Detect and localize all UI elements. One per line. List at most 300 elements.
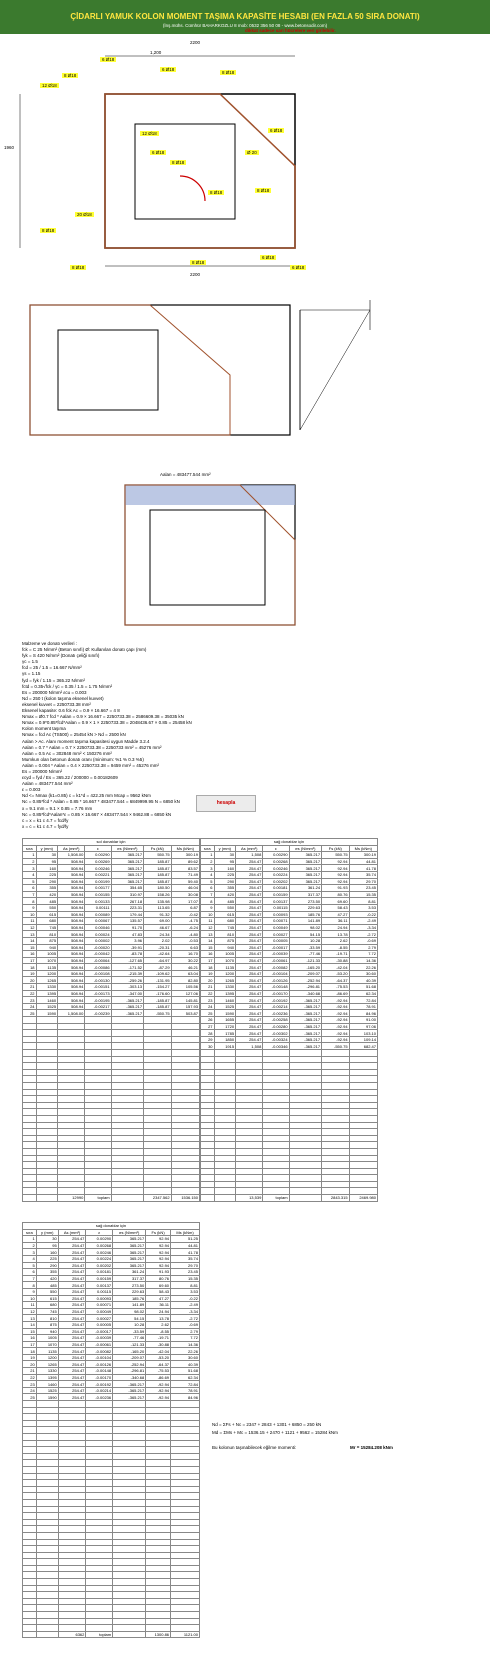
table-cell: -0.00195: [85, 997, 111, 1004]
table-row: [23, 1069, 200, 1076]
table-cell: 0.00049: [86, 1308, 113, 1315]
table-cell: 0.00159: [263, 891, 289, 898]
bar-label[interactable]: 8 Ø18: [222, 70, 235, 75]
table-cell: [113, 1427, 146, 1434]
table-cell: 254.47: [236, 918, 263, 925]
table-cell: 745: [36, 1308, 58, 1315]
table-cell: [36, 1023, 58, 1030]
table-cell: 72.84: [171, 1381, 200, 1388]
table-cell: 1265: [36, 977, 58, 984]
table-cell: [322, 1076, 350, 1083]
table-cell: [171, 1076, 199, 1083]
table-cell: 91.93: [146, 1269, 171, 1276]
table-cell: -365.217: [113, 1387, 146, 1394]
table-cell: -109.62: [144, 970, 172, 977]
table-row: [23, 1605, 200, 1612]
table-cell: [86, 1499, 113, 1506]
table-cell: [58, 1513, 86, 1520]
table-cell: [58, 1082, 85, 1089]
table-cell: 11: [23, 918, 37, 925]
table-cell: 420: [36, 1275, 58, 1282]
table-cell: [144, 1076, 172, 1083]
calc-line: ε = 0.003: [22, 787, 41, 793]
table-cell: [36, 1135, 58, 1142]
table-cell: 254.47: [236, 984, 263, 991]
table-cell: [113, 1480, 146, 1487]
table-cell: [23, 1168, 37, 1175]
table-cell: 254.47: [236, 885, 263, 892]
table-cell: [85, 1023, 111, 1030]
axial-area-label: Aalan = 483477.544 mm²: [160, 472, 211, 477]
table-row: [23, 1255, 200, 1262]
table-cell: 508.94: [58, 951, 85, 958]
table-cell: [201, 1148, 215, 1155]
table-cell: [349, 1056, 377, 1063]
table-cell: [263, 1148, 289, 1155]
table-cell: [58, 1162, 85, 1169]
table-cell: [263, 1188, 289, 1195]
table-cell: [36, 1625, 58, 1632]
table-cell: [214, 1109, 236, 1116]
table-cell: [214, 1063, 236, 1070]
table-row: [23, 904, 200, 911]
table-cell: 3.96: [111, 937, 143, 944]
table-cell: 2: [23, 858, 37, 865]
table-cell: [201, 1175, 215, 1182]
table-cell: 0.00093: [263, 911, 289, 918]
table-cell: 17: [23, 957, 37, 964]
table-cell: [171, 1466, 200, 1473]
table-cell: [146, 1559, 171, 1566]
table-row: [201, 918, 378, 925]
bar-label[interactable]: 6 Ø18: [270, 128, 283, 133]
table-cell: 15: [201, 944, 215, 951]
table-row: [201, 891, 378, 898]
table-cell: [171, 1030, 199, 1037]
table-row: [23, 858, 200, 865]
table-cell: [58, 1129, 85, 1136]
table-cell: [36, 1532, 58, 1539]
table-cell: [86, 1493, 113, 1500]
table-cell: -0.00039: [263, 951, 289, 958]
table-row: [201, 1115, 378, 1122]
table-cell: 254.47: [58, 1387, 86, 1394]
table-cell: 24: [23, 1387, 37, 1394]
table-cell: [171, 1572, 200, 1579]
table-cell: 179.44: [111, 911, 143, 918]
table-row: [23, 1262, 200, 1269]
table-cell: [85, 1082, 111, 1089]
table-cell: [113, 1579, 146, 1586]
table-cell: [113, 1414, 146, 1421]
table-cell: [85, 1036, 111, 1043]
table-cell: [23, 1056, 37, 1063]
table-cell: [23, 1539, 37, 1546]
table-cell: 12: [201, 924, 215, 931]
table-cell: [85, 1168, 111, 1175]
calc-line: x = 9.1 mm = 9.1 × 0.85 = 7.76 mm: [22, 805, 93, 811]
table-row: [201, 1030, 378, 1037]
table-cell: [111, 1148, 143, 1155]
table-cell: [23, 1414, 37, 1421]
table-row: [23, 1089, 200, 1096]
table-cell: [214, 1155, 236, 1162]
table-cell: 24: [201, 1003, 215, 1010]
table-cell: [201, 1096, 215, 1103]
table-cell: [171, 1129, 199, 1136]
table-cell: 254.47: [236, 1017, 263, 1024]
bar-label[interactable]: 12 Ø18: [142, 131, 157, 136]
calc-line: γc = 1.5: [22, 659, 38, 665]
bar-label[interactable]: 8 Ø18: [42, 228, 55, 233]
table-cell: [171, 1565, 200, 1572]
table-cell: [146, 1618, 171, 1625]
table-cell: 365.217: [113, 1262, 146, 1269]
table-cell: 290: [214, 878, 236, 885]
table-cell: [289, 1102, 321, 1109]
table-cell: [349, 1109, 377, 1116]
table-cell: 8: [23, 898, 37, 905]
table-cell: [289, 1135, 321, 1142]
table-cell: 10: [23, 911, 37, 918]
table-cell: 185.87: [144, 858, 172, 865]
table-cell: 290: [36, 1262, 58, 1269]
table-row: [201, 911, 378, 918]
table-row: [201, 970, 378, 977]
table-cell: -53.20: [322, 970, 350, 977]
table-cell: [23, 1499, 37, 1506]
table-cell: 58.43: [322, 904, 350, 911]
table-cell: [58, 1440, 86, 1447]
table-cell: 254.47: [58, 1328, 86, 1335]
summary-line-1: Nd = ΣFs + Nc = 2347 + 2843 + 1301 + 6850 = 250 kN: [212, 1422, 322, 1427]
table-cell: [146, 1427, 171, 1434]
table-cell: [113, 1434, 146, 1441]
table-cell: [236, 1162, 263, 1169]
table-cell: [263, 1069, 289, 1076]
table-cell: [144, 1175, 172, 1182]
table-cell: [171, 1434, 200, 1441]
table-cell: 254.47: [58, 1275, 86, 1282]
table-cell: [171, 1043, 199, 1050]
table-cell: 361.24: [113, 1269, 146, 1276]
table-cell: [36, 1168, 58, 1175]
table-cell: [144, 1148, 172, 1155]
table-cell: [23, 1598, 37, 1605]
calc-line: Aalan = 0.7 * Aalan = 0.7 × 2250733.38 = 2250733 mm² = 45276 mm²: [22, 744, 162, 750]
table-cell: [36, 1473, 58, 1480]
table-cell: [85, 1030, 111, 1037]
table-row: [23, 1493, 200, 1500]
table-cell: 16: [23, 1335, 37, 1342]
table-cell: [111, 1129, 143, 1136]
table-cell: 30: [214, 852, 236, 859]
table-cell: 141.89: [289, 918, 321, 925]
table-cell: [113, 1473, 146, 1480]
table-cell: 229.63: [289, 904, 321, 911]
table-cell: -0.00192: [263, 997, 289, 1004]
table-cell: 1200: [214, 970, 236, 977]
table-cell: 180.50: [144, 885, 172, 892]
right-rebar-table: [200, 838, 378, 1202]
table-cell: [144, 1056, 172, 1063]
table-row: [23, 1129, 200, 1136]
bar-label[interactable]: 8 Ø18: [192, 260, 205, 265]
table-cell: -0.00061: [86, 1341, 113, 1348]
table-cell: [23, 1135, 37, 1142]
table-cell: [236, 1109, 263, 1116]
bottom-rebar-table: [22, 1222, 200, 1638]
table-row: [201, 937, 378, 944]
table-cell: [86, 1473, 113, 1480]
table-cell: 26: [201, 1017, 215, 1024]
table-cell: 0.00027: [263, 931, 289, 938]
table-cell: [113, 1612, 146, 1619]
table-cell: [58, 1135, 85, 1142]
table-cell: [111, 1195, 143, 1202]
table-cell: -39.91: [111, 944, 143, 951]
table-cell: [171, 1618, 200, 1625]
table-row: [23, 1552, 200, 1559]
table-cell: 20: [23, 1361, 37, 1368]
table-cell: 3: [23, 1249, 37, 1256]
table-cell: 9: [23, 1288, 37, 1295]
table-cell: [144, 1102, 172, 1109]
table-cell: [36, 1056, 58, 1063]
table-cell: [58, 1096, 85, 1103]
table-cell: 0.00269: [85, 858, 111, 865]
table-cell: [201, 1122, 215, 1129]
calculate-button[interactable]: hesapla: [196, 795, 256, 812]
bar-label[interactable]: Ø 20: [247, 150, 257, 155]
table-cell: [146, 1546, 171, 1553]
table-cell: -0.00039: [86, 1335, 113, 1342]
table-row: [23, 924, 200, 931]
table-cell: 113.65: [144, 904, 172, 911]
table-cell: -365.217: [111, 1010, 143, 1017]
table-cell: [36, 1506, 58, 1513]
table-cell: 550: [36, 904, 58, 911]
table-row: [23, 1115, 200, 1122]
table-cell: -131.95: [144, 977, 172, 984]
table-cell: [36, 1030, 58, 1037]
table-cell: 95: [36, 1242, 58, 1249]
table-cell: -4.75: [171, 918, 199, 925]
table-cell: [58, 1427, 86, 1434]
table-cell: -8.55: [146, 1328, 171, 1335]
bar-label[interactable]: 12 Ø18: [42, 83, 57, 88]
table-cell: [36, 1559, 58, 1566]
table-cell: [111, 1096, 143, 1103]
bar-label[interactable]: 6 Ø18: [292, 265, 305, 270]
table-cell: [36, 1155, 58, 1162]
table-cell: [85, 1089, 111, 1096]
calc-line: Eksenel kapasite: 0.6 fck Ac = 0.9 × 16.667 = 4 8: [22, 708, 120, 714]
table-cell: [36, 1631, 58, 1638]
table-cell: 1330: [214, 984, 236, 991]
calc-line: fyd = fyk / 1.15 = 365.22 N/mm²: [22, 677, 86, 683]
table-cell: 83.57: [171, 865, 199, 872]
table-cell: [113, 1631, 146, 1638]
table-cell: 355: [214, 885, 236, 892]
table-cell: 254.47: [236, 970, 263, 977]
table-cell: [146, 1605, 171, 1612]
table-cell: 91.93: [322, 885, 350, 892]
table-cell: [171, 1532, 200, 1539]
table-cell: [85, 1129, 111, 1136]
table-cell: 254.47: [236, 957, 263, 964]
table-row: [23, 1181, 200, 1188]
table-cell: 24.94: [322, 924, 350, 931]
bar-label[interactable]: 6 Ø18: [162, 67, 175, 72]
table-cell: [58, 1434, 86, 1441]
table-cell: [144, 1096, 172, 1103]
table-cell: [322, 1162, 350, 1169]
table-cell: [111, 1036, 143, 1043]
table-cell: [171, 1605, 200, 1612]
table-row: [23, 1135, 200, 1142]
table-row: [23, 1434, 200, 1441]
table-row: [23, 1249, 200, 1256]
table-cell: [171, 1440, 200, 1447]
table-row: [201, 1168, 378, 1175]
table-cell: [111, 1122, 143, 1129]
bottom-table-body: [23, 1236, 200, 1632]
table-cell: 82.80: [171, 977, 199, 984]
table-cell: 54.15: [289, 931, 321, 938]
table-cell: 365.217: [111, 852, 143, 859]
table-cell: [171, 1023, 199, 1030]
total-fs: 1300.86: [146, 1631, 171, 1638]
bar-label[interactable]: 8 Ø18: [257, 188, 270, 193]
table-cell: [171, 1082, 199, 1089]
table-cell: 127.06: [171, 990, 199, 997]
table-cell: [86, 1513, 113, 1520]
table-cell: 6: [23, 1269, 37, 1276]
table-cell: 12: [23, 1308, 37, 1315]
table-row: [23, 1295, 200, 1302]
table-cell: [58, 1155, 85, 1162]
table-cell: [171, 1592, 200, 1599]
table-cell: [289, 1122, 321, 1129]
table-cell: [201, 1069, 215, 1076]
table-cell: 1395: [36, 1374, 58, 1381]
table-cell: 0.00246: [85, 865, 111, 872]
table-cell: [171, 1480, 200, 1487]
table-cell: [236, 1115, 263, 1122]
table-row: [201, 858, 378, 865]
table-row: [201, 1056, 378, 1063]
table-cell: 254.47: [58, 1249, 86, 1256]
table-cell: [289, 1188, 321, 1195]
table-row: [23, 1341, 200, 1348]
bar-label[interactable]: 8 Ø18: [64, 73, 77, 78]
table-cell: 254.47: [58, 1236, 86, 1243]
table-cell: [263, 1076, 289, 1083]
table-cell: [214, 1076, 236, 1083]
table-cell: [23, 1434, 37, 1441]
col-header: σs (N/mm²): [111, 845, 143, 852]
table-cell: 254.47: [236, 937, 263, 944]
table-cell: [23, 1447, 37, 1454]
bar-label[interactable]: 6 Ø18: [262, 255, 275, 260]
table-cell: [58, 1420, 86, 1427]
table-cell: 508.94: [58, 924, 85, 931]
table-cell: 30.22: [171, 957, 199, 964]
table-cell: 254.47: [58, 1269, 86, 1276]
table-row: [23, 1401, 200, 1408]
table-cell: -0.00192: [86, 1381, 113, 1388]
table-cell: [171, 1585, 200, 1592]
table-cell: 254.47: [236, 898, 263, 905]
table-row: [23, 1050, 200, 1057]
table-row: [201, 904, 378, 911]
table-cell: [171, 1552, 200, 1559]
bar-label[interactable]: 20 Ø18: [77, 212, 92, 217]
table-cell: [23, 1559, 37, 1566]
table-row: [23, 1513, 200, 1520]
bar-label[interactable]: 8 Ø18: [72, 265, 85, 270]
table-cell: [111, 1076, 143, 1083]
total-label: toplam: [85, 1195, 111, 1202]
table-cell: [289, 1050, 321, 1057]
table-cell: 14: [201, 937, 215, 944]
table-cell: 1395: [214, 990, 236, 997]
table-cell: [111, 1102, 143, 1109]
bar-label[interactable]: 6 Ø18: [152, 150, 165, 155]
table-cell: 0.00159: [86, 1275, 113, 1282]
table-cell: [113, 1532, 146, 1539]
table-cell: [58, 1493, 86, 1500]
table-cell: [322, 1109, 350, 1116]
table-cell: 9: [23, 904, 37, 911]
table-cell: 22: [23, 1374, 37, 1381]
left-total-dim: 1960: [4, 145, 15, 150]
table-cell: [58, 1175, 85, 1182]
calc-line: Aalan = 0.5 Ac = 302848 mm² < 150276 mm²: [22, 750, 112, 756]
table-cell: 7: [23, 1275, 37, 1282]
table-cell: [23, 1017, 37, 1024]
table-cell: [144, 1043, 172, 1050]
bar-label[interactable]: 6 Ø18: [102, 57, 115, 62]
table-cell: -185.87: [144, 1003, 172, 1010]
calc-line: fyk = S 420 N/mm² (Donatı çeliği sınıfı): [22, 653, 100, 659]
left-rebar-table: [22, 838, 200, 1202]
table-cell: -0.00170: [263, 990, 289, 997]
table-cell: [36, 1598, 58, 1605]
table-cell: [113, 1552, 146, 1559]
table-cell: [214, 1089, 236, 1096]
bar-label[interactable]: 8 Ø18: [172, 160, 185, 165]
table-cell: [36, 1017, 58, 1024]
table-cell: [85, 1148, 111, 1155]
table-cell: 365.217: [289, 852, 321, 859]
table-cell: [58, 1453, 86, 1460]
table-cell: 19: [23, 1354, 37, 1361]
table-cell: [146, 1552, 171, 1559]
table-cell: 508.94: [58, 964, 85, 971]
table-cell: 1200: [36, 1354, 58, 1361]
table-cell: [236, 1135, 263, 1142]
table-cell: 0.00005: [86, 1321, 113, 1328]
bar-label[interactable]: 8 Ø18: [210, 190, 223, 195]
table-cell: 185.87: [144, 865, 172, 872]
table-cell: [58, 1115, 85, 1122]
table-cell: [171, 1539, 200, 1546]
table-cell: [58, 1414, 86, 1421]
table-cell: 135.57: [111, 918, 143, 925]
table-cell: 254.47: [58, 1308, 86, 1315]
